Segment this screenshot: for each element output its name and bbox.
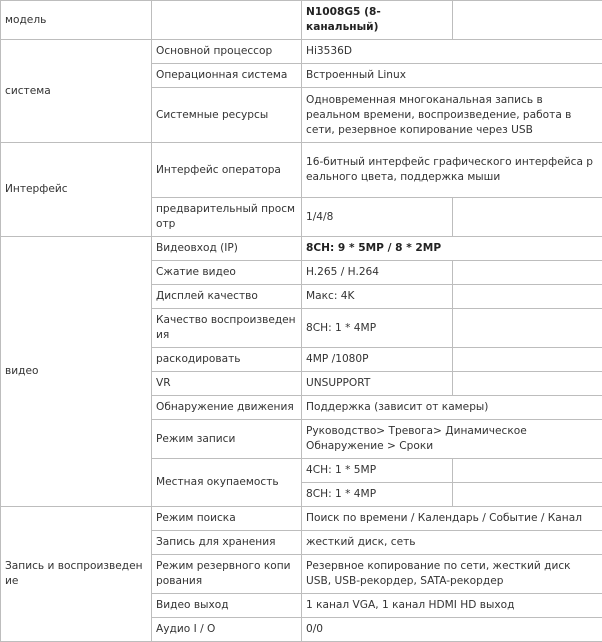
row-operator-interface bbox=[1, 143, 602, 198]
spec-value-compression: H.265 / H.264 bbox=[302, 261, 453, 285]
spec-name-audio-io: Аудио I / O bbox=[152, 618, 302, 642]
category-interface: Интерфейс bbox=[1, 143, 152, 237]
category-record-playback: Запись и воспроизведение bbox=[1, 507, 152, 642]
spec-name-video-output: Видео выход bbox=[152, 594, 302, 618]
spec-value-vr: UNSUPPORT bbox=[302, 372, 453, 396]
spec-value-record-mode: Руководство> Тревога> Динамическое Обнаружение > Сроки bbox=[302, 420, 602, 459]
empty-cell bbox=[453, 261, 602, 285]
spec-value-local-payback-4ch: 4CH: 1 * 5MP bbox=[302, 459, 453, 483]
model-value: N1008G5 (8-канальный) bbox=[302, 1, 453, 40]
spec-value-local-payback-8ch: 8CH: 1 * 4MP bbox=[302, 483, 453, 507]
spec-name-cpu: Основной процессор bbox=[152, 40, 302, 64]
spec-name-decoding: раскодировать bbox=[152, 348, 302, 372]
row-model bbox=[1, 1, 602, 40]
spec-name-preview: предварительный просмотр bbox=[152, 198, 302, 237]
spec-value-motion-detection: Поддержка (зависит от камеры) bbox=[302, 396, 602, 420]
spec-value-audio-io: 0/0 bbox=[302, 618, 602, 642]
category-video: видео bbox=[1, 237, 152, 507]
spec-value-video-output: 1 канал VGA, 1 канал HDMI HD выход bbox=[302, 594, 602, 618]
row-cpu bbox=[1, 40, 602, 64]
spec-name-display-quality: Дисплей качество bbox=[152, 285, 302, 309]
category-system: система bbox=[1, 40, 152, 143]
spec-value-preview: 1/4/8 bbox=[302, 198, 453, 237]
empty-cell bbox=[453, 348, 602, 372]
spec-value-display-quality: Макс: 4K bbox=[302, 285, 453, 309]
spec-value-backup-mode: Резервное копирование по сети, жесткий диск USB, USB-рекордер, SATA-рекордер bbox=[302, 555, 602, 594]
empty-cell bbox=[453, 1, 602, 40]
empty-cell bbox=[453, 285, 602, 309]
spec-name-search-mode: Режим поиска bbox=[152, 507, 302, 531]
empty-cell bbox=[453, 459, 602, 483]
spec-name-storage: Запись для хранения bbox=[152, 531, 302, 555]
spec-name-os: Операционная система bbox=[152, 64, 302, 88]
spec-name-motion-detection: Обнаружение движения bbox=[152, 396, 302, 420]
row-video-input bbox=[1, 237, 602, 261]
spec-value-decoding: 4MP /1080P bbox=[302, 348, 453, 372]
row-search-mode bbox=[1, 507, 602, 531]
spec-value-resources: Одновременная многоканальная запись в реальном времени, воспроизведение, работа в сети, резервное копирование через USB bbox=[302, 88, 602, 143]
empty-cell bbox=[453, 309, 602, 348]
spec-value-cpu: Hi3536D bbox=[302, 40, 602, 64]
spec-name-local-payback: Местная окупаемость bbox=[152, 459, 302, 507]
empty-cell bbox=[453, 483, 602, 507]
spec-name-resources: Системные ресурсы bbox=[152, 88, 302, 143]
spec-name-vr: VR bbox=[152, 372, 302, 396]
spec-name-compression: Сжатие видео bbox=[152, 261, 302, 285]
empty-cell bbox=[453, 372, 602, 396]
spec-name-video-input: Видеовход (IP) bbox=[152, 237, 302, 261]
empty-cell bbox=[152, 1, 302, 40]
spec-value-storage: жесткий диск, сеть bbox=[302, 531, 602, 555]
spec-value-video-input: 8CH: 9 * 5MP / 8 * 2MP bbox=[302, 237, 602, 261]
spec-value-operator-interface: 16-битный интерфейс графического интерфейса реального цвета, поддержка мыши bbox=[302, 143, 602, 198]
empty-cell bbox=[453, 198, 602, 237]
spec-value-search-mode: Поиск по времени / Календарь / Событие / Канал bbox=[302, 507, 602, 531]
spec-name-operator-interface: Интерфейс оператора bbox=[152, 143, 302, 198]
spec-name-record-mode: Режим записи bbox=[152, 420, 302, 459]
spec-name-backup-mode: Режим резервного копирования bbox=[152, 555, 302, 594]
model-label: модель bbox=[1, 1, 152, 40]
spec-value-playback-quality: 8CH: 1 * 4MP bbox=[302, 309, 453, 348]
spec-name-playback-quality: Качество воспроизведения bbox=[152, 309, 302, 348]
spec-value-os: Встроенный Linux bbox=[302, 64, 602, 88]
